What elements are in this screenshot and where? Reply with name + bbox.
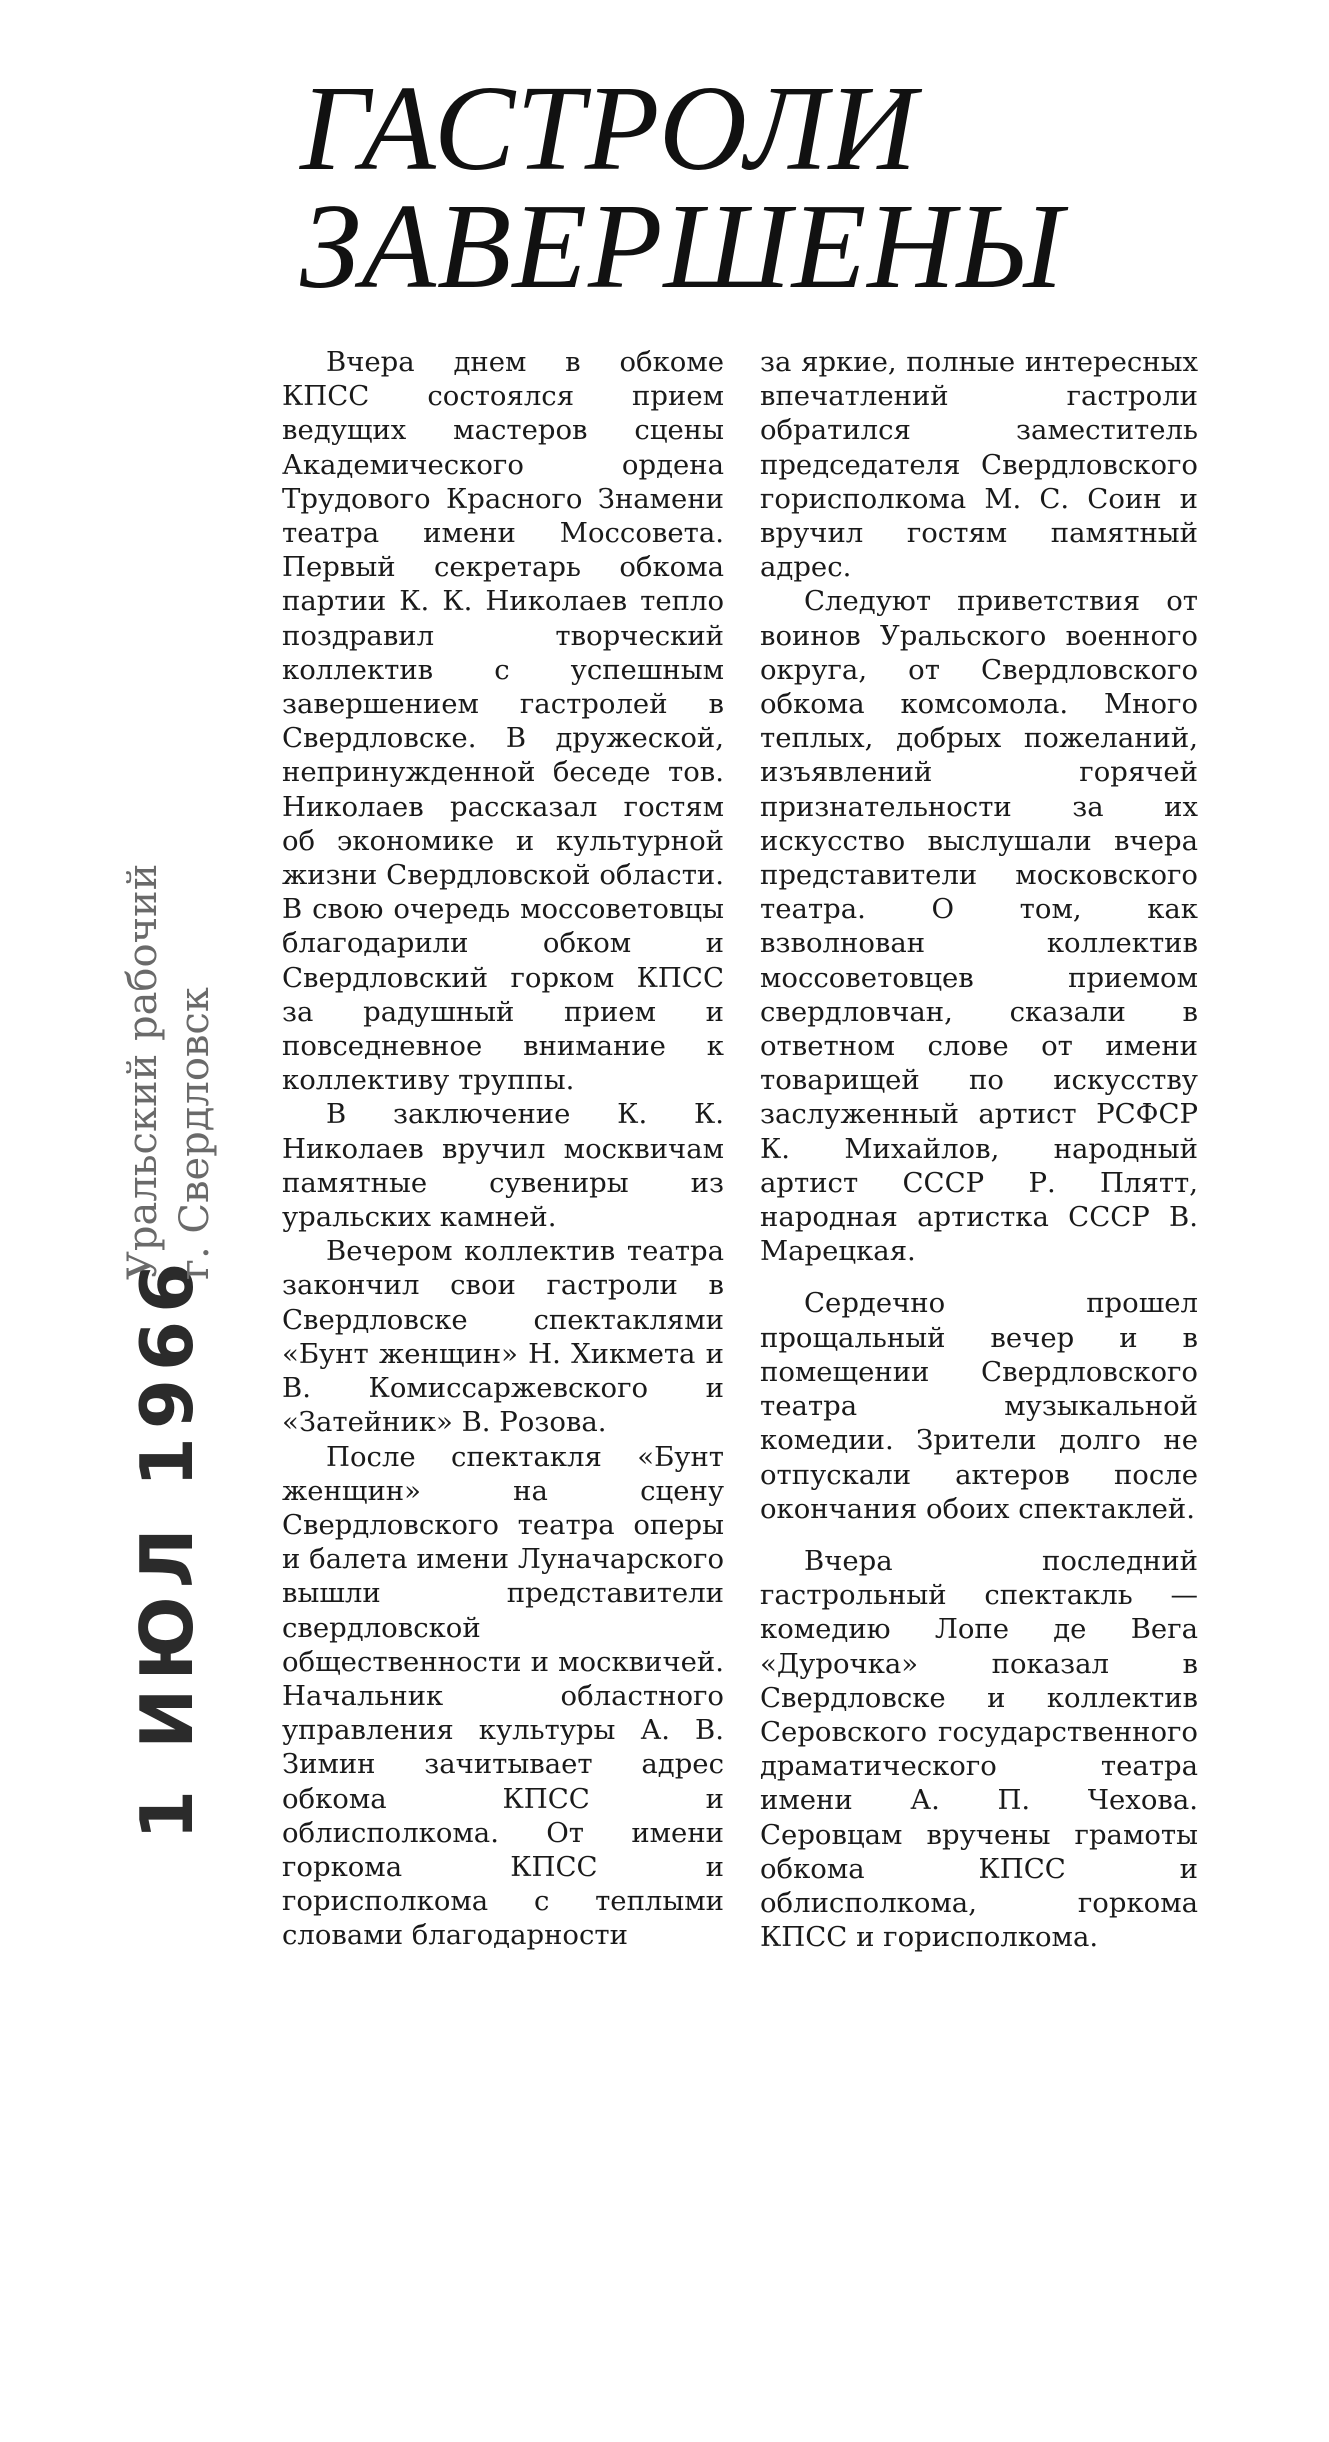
article-paragraph: Следуют приветствия от воинов Уральского военного округа, от Свердловского обкома комсомола. Много теплых, добрых пожеланий, изъявлений горячей признательности за их искусство выслушали вчера представители московского театра. О том, как взволнован коллектив моссоветовцев приемом свердловчан, сказали в ответном слове от имени товарищей по искусству заслуженный артист РСФСР К. Михайлов, народный артист СССР Р. Плятт, народная артистка СССР В. Марецкая. (760, 585, 1198, 1268)
article-paragraph: В заключение К. К. Николаев вручил москвичам памятные сувениры из уральских камней. (282, 1098, 724, 1234)
article-paragraph: После спектакля «Бунт женщин» на сцену Свердловского театра оперы и балета имени Луначарского вышли представители свердловской общественности и москвичей. Начальник областного управления культуры А. В. Зимин зачитывает адрес обкома КПСС и облисполкома. От имени горкома КПСС и горисполкома с теплыми словами благодарности (282, 1440, 724, 1952)
headline (300, 61, 1064, 314)
article-column-left (282, 345, 724, 1953)
headline-line-1: ГАСТРОЛИ (300, 61, 918, 196)
article-paragraph: Вчера днем в обкоме КПСС состоялся прием ведущих мастеров сцены Академического ордена Трудового Красного Знамени театра имени Моссовета. Первый секретарь обкома партии К. К. Николаев тепло поздравил творческий коллектив с успешным завершением гастролей в Свердловске. В дружеской, непринужденной беседе тов. Николаев рассказал гостям об экономике и культурной жизни Свердловской области. В свою очередь моссоветовцы благодарили обком и Свердловский горком КПСС за радушный прием и повседневное внимание к коллективу труппы. (282, 346, 724, 1097)
article-column-right (760, 345, 1198, 1954)
stamp-city: г. Свердловск (172, 987, 218, 1280)
stamp-newspaper: Уральский рабочий (120, 863, 166, 1280)
stamp-date: 1 ИЮЛ 1966 (125, 1254, 209, 1840)
article-paragraph: Сердечно прошел прощальный вечер и в помещении Свердловского театра музыкальной комедии. Зрители долго не отпускали актеров после окончания обоих спектаклей. (760, 1287, 1198, 1525)
article-paragraph: Вечером коллектив театра закончил свои гастроли в Свердловске спектаклями «Бунт женщин» Н. Хикмета и В. Комиссаржевского и «Затейник» В. Розова. (282, 1235, 724, 1439)
headline-line-2: ЗАВЕРШЕНЫ (300, 179, 1064, 314)
article-paragraph: Вчера последний гастрольный спектакль — комедию Лопе де Вега «Дурочка» показал в Свердловске и коллектив Серовского государственного драматического театра имени А. П. Чехова. Серовцам вручены грамоты обкома КПСС и облисполкома, горкома КПСС и горисполкома. (760, 1544, 1198, 1954)
article-paragraph: за яркие, полные интересных впечатлений гастроли обратился заместитель председателя Свердловского горисполкома М. С. Соин и вручил гостям памятный адрес. (760, 346, 1198, 584)
stamp-source (117, 864, 221, 1280)
